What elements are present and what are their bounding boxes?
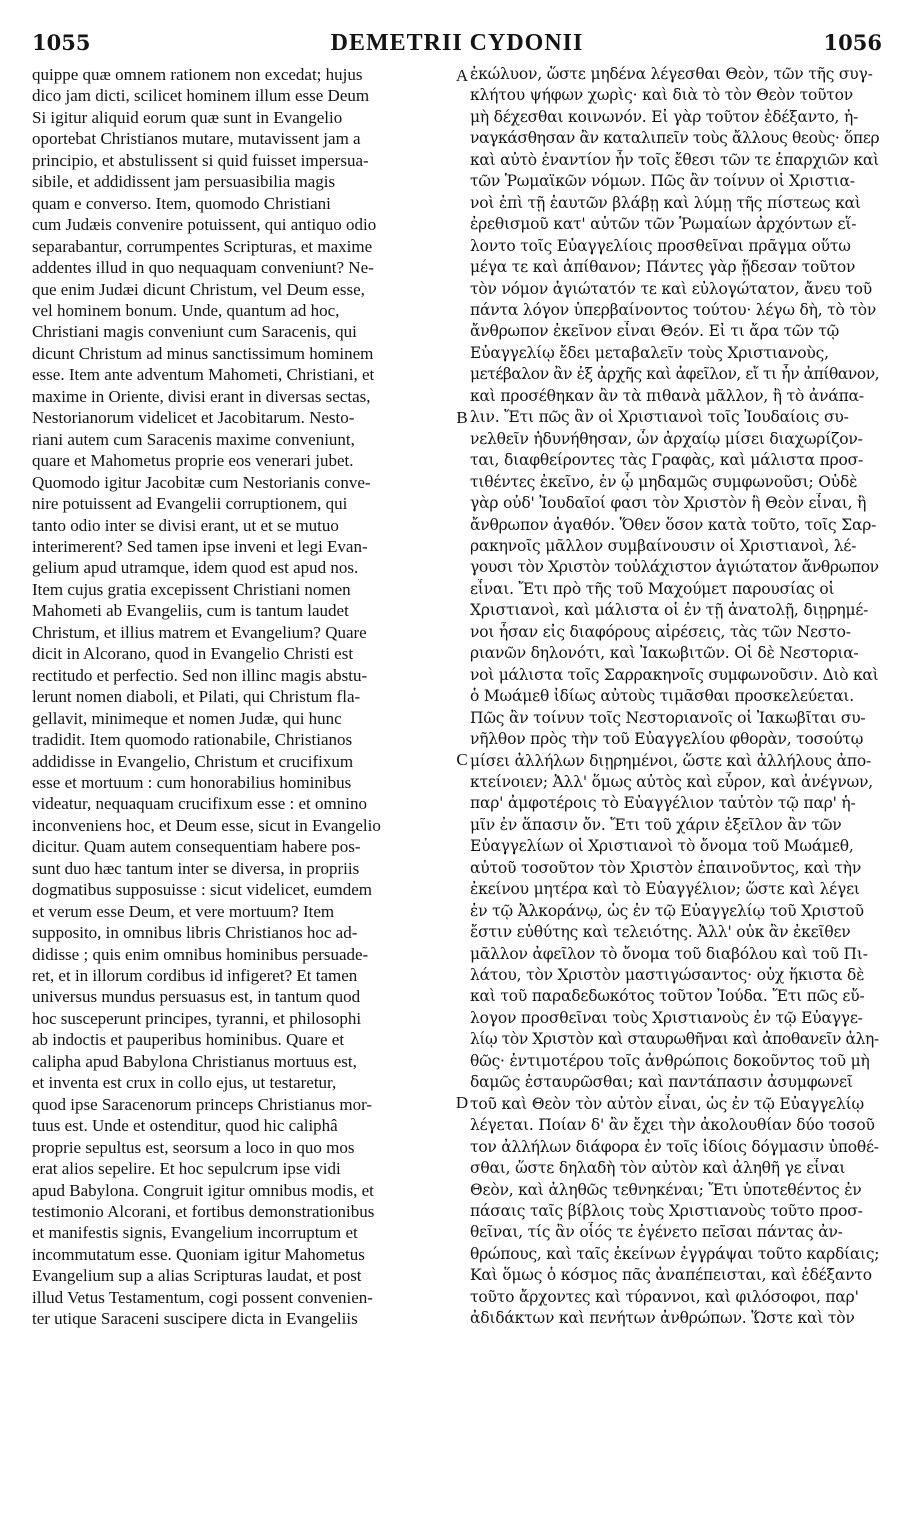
latin-text-line: dicitur. Quam autem consequentiam habere pos- xyxy=(32,837,361,857)
latin-text-line: interimerent? Sed tamen ipse inveni et legi Evan- xyxy=(32,536,368,556)
greek-text-line: Εὐαγγελίῳ ἔδει μεταβαλεῖν τοὺς Χριστιανοὺς, xyxy=(470,343,829,362)
greek-text-line: εἶναι. Ἔτι πρὸ τῆς τοῦ Μαχούμετ παρουσίας οἱ xyxy=(470,579,835,598)
greek-text-line: ἐκώλυον, ὥστε μηδένα λέγεσθαι Θεὸν, τῶν τῆς συγ- xyxy=(470,65,873,83)
running-title: DEMETRII CYDONII xyxy=(330,30,584,56)
latin-text-line: et inventa est crux in collo ejus, ut testaretur, xyxy=(32,1073,337,1093)
greek-text-line: τοῦ καὶ Θεὸν τὸν αὐτὸν εἶναι, ὡς ἐν τῷ Εὐαγγελίῳ xyxy=(470,1094,864,1113)
greek-text-line: μᾶλλον ἀφεῖλον τὸ ὄνομα τοῦ διαβόλου καὶ τοῦ Πι- xyxy=(470,944,868,963)
section-marker-d: D xyxy=(455,1093,469,1112)
greek-text-line: δαμῶς ἐσταυρῶσθαι; καὶ παντάπασιν ἀσυμφωνεῖ xyxy=(470,1073,853,1092)
latin-text-line: quippe quæ omnem rationem non excedat; hujus xyxy=(32,65,363,84)
greek-text-line: νῆλθον πρὸς τὴν τοῦ Εὐαγγελίου φθορὰν, τοσούτῳ xyxy=(470,730,864,749)
greek-text-line: κτείνοιεν; Ἀλλ' ὅμως αὐτὸς καὶ εὗρον, καὶ ἀνέγνων, xyxy=(470,772,873,791)
greek-text-line: ται, διαφθείροντες τὰς Γραφὰς, καὶ μάλιστα προσ- xyxy=(470,451,864,470)
greek-text-line: καὶ προσέθηκαν ἂν τὰ πιθανὰ μᾶλλον, ἢ τὸ ἀνάπα- xyxy=(470,386,864,405)
latin-text-line: lerunt nomen diaboli, et Pilati, qui Christum fla- xyxy=(32,687,361,707)
latin-text-line: vel hominem bonum. Unde, quantum ad hoc, xyxy=(32,300,340,320)
latin-text-line: sunt duo hæc tantum inter se diversa, in propriis xyxy=(32,858,360,878)
greek-text-line: θεῖναι, τίς ἂν οἷός τε ἐγένετο πεῖσαι πάντας ἀν- xyxy=(470,1223,843,1242)
greek-text-line: λέγεται. Ποίαν δ' ἂν ἔχει τὴν ἀκολουθίαν δύο τοσοῦ xyxy=(470,1116,875,1135)
latin-text-line: gellavit, minimeque et nomen Judæ, qui hunc xyxy=(32,708,342,728)
latin-text-line: nire potuissent ad Evangelii corruptionem, qui xyxy=(32,494,348,514)
latin-text-line: videatur, nequaquam crucifixum esse : et omnino xyxy=(32,794,367,814)
latin-text-line: Christum, et illius matrem et Evangelium? Quare xyxy=(32,622,367,642)
greek-text-line: τῶν Ῥωμαϊκῶν νόμων. Πῶς ἂν τοίνυν οἱ Χριστια- xyxy=(470,172,855,191)
section-marker-b: B xyxy=(456,408,468,427)
latin-text-line: addidisse in Evangelio, Christum et crucifixum xyxy=(32,751,354,771)
latin-text-line: Item cujus gratia excepissent Christiani nomen xyxy=(32,579,351,599)
latin-text-line: apud Babylona. Congruit igitur omnibus modis, et xyxy=(32,1180,374,1200)
latin-text-line: Nestorianorum videlicet et Jacobitarum. Nesto- xyxy=(32,408,355,428)
greek-text-line: νοι ἦσαν εἰς διαφόρους αἱρέσεις, τὰς τῶν Νεστο- xyxy=(470,622,851,641)
greek-text-line: ἐν τῷ Ἀλκοράνῳ, ὡς ἐν τῷ Εὐαγγελίῳ τοῦ Χριστοῦ xyxy=(470,901,864,920)
latin-text-line: ter utique Saraceni suscipere dicta in Evangeliis xyxy=(32,1309,358,1329)
latin-text-line: tuus est. Unde et ostenditur, quod hic caliphâ xyxy=(32,1116,338,1136)
latin-text-line: tradidit. Item quomodo rationabile, Christianos xyxy=(32,730,353,750)
latin-text-line: ret, et in illorum cordibus id infigeret? Et tamen xyxy=(32,966,358,986)
greek-text-line: ἄνθρωπον ἐκεῖνον εἶναι Θεόν. Εἰ τι ἄρα τῶν τῷ xyxy=(470,322,840,341)
greek-text-line: μετέβαλον ἂν ἐξ ἀρχῆς καὶ ἀφεῖλον, εἴ τι ἦν ἀπίθανον, xyxy=(470,365,880,384)
greek-text-line: θῶς· ἐντιμοτέρου τοῖς ἀνθρώποις δοκοῦντος τοῦ μὴ xyxy=(470,1051,870,1070)
latin-text-line: erat alios sepelire. Et hoc sepulcrum ipse vidi xyxy=(32,1159,341,1179)
greek-text-line: καὶ τοῦ παραδεδωκότος τοῦτον Ἰούδα. Ἔτι πῶς εὔ- xyxy=(470,987,865,1006)
greek-text-line: θρώπους, καὶ ταῖς ἐκείνων ἐγγράψαι τοῦτο καρδίαις; xyxy=(470,1244,880,1263)
greek-text-line: ρακηνοῖς μᾶλλον συμβαίνουσιν οἱ Χριστιανοὶ, λέ- xyxy=(470,536,857,555)
latin-text-line: ab indoctis et pauperibus hominibus. Quare et xyxy=(32,1030,345,1050)
greek-text-line: αὐτοῦ τοσοῦτον τὸν Χριστὸν ἐπαινοῦντος, καὶ τὴν xyxy=(470,858,862,877)
greek-text-line: μίσει ἀλλήλων διῃρημένοι, ὥστε καὶ ἀλλήλους ἀπο- xyxy=(470,751,871,770)
latin-text-line: quod ipse Saracenorum princeps Christianus mor- xyxy=(32,1094,373,1114)
latin-text-line: riani autem cum Saracenis maxime conveniunt, xyxy=(32,429,355,449)
latin-text-line: principio, et abstulissent si quid fuisset impersua- xyxy=(32,150,369,170)
latin-text-line: et verum esse Deum, et vere mortuum? Item xyxy=(32,901,335,921)
greek-text-line: νοὶ μάλιστα τοῖς Σαρρακηνοῖς συμφωνοῦσιν. Διὸ καὶ xyxy=(470,665,879,684)
greek-text-line: ἀδιδάκτων καὶ πενήτων ἀνθρώπων. Ὥστε καὶ τὸν xyxy=(470,1309,855,1328)
greek-text-line: γὰρ οὐδ' Ἰουδαῖοί φασι τὸν Χριστὸν ἢ Θεὸν εἶναι, ἢ xyxy=(470,494,867,513)
page-header xyxy=(32,28,882,64)
greek-text-line: μέγα τε καὶ ἀπίθανον; Πάντες γὰρ ᾔδεσαν τοῦτον xyxy=(470,258,856,277)
latin-text-line: Quomodo igitur Jacobitæ cum Nestorianis conve- xyxy=(32,472,371,492)
page-number-right: 1056 xyxy=(823,30,882,55)
greek-text-line: μῖν ἐν ἅπασιν ὄν. Ἔτι τοῦ χάριν ἐξεῖλον ἂν τῶν xyxy=(470,815,842,834)
greek-text-line: λίῳ τὸν Χριστὸν καὶ σταυρωθῆναι καὶ ἀποθανεῖν ἀλη- xyxy=(470,1030,879,1049)
latin-text-line: oportebat Christianos mutare, mutavissent jam a xyxy=(32,129,361,149)
greek-text-line: νελθεῖν ἠδυνήθησαν, ὧν ἀρχαίῳ μίσει διαχωρίζον- xyxy=(470,429,863,448)
greek-text-line: Πῶς ἂν τοίνυν τοῖς Νεστοριανοῖς οἱ Ἰακωβῖται συ- xyxy=(470,708,866,727)
greek-text-line: κλήτου ψήφων χωρὶς· καὶ διὰ τὸ τὸν Θεὸν τοῦτον xyxy=(470,86,854,105)
latin-text-line: Mahometi ab Evangeliis, cum is tantum laudet xyxy=(32,601,349,621)
greek-text-line: ἐρεθισμοῦ κατ' αὐτῶν τῶν Ῥωμαίων ἀρχόντων εἵ- xyxy=(470,215,857,234)
latin-text-line: illud Vetus Testamentum, cogi possent convenien- xyxy=(32,1287,373,1307)
latin-column xyxy=(32,64,452,1524)
latin-text-line: testimonio Alcorani, et fortibus demonstrationibus xyxy=(32,1202,375,1222)
latin-text-line: supposito, in omnibus libris Christianos hoc ad- xyxy=(32,923,358,943)
latin-text-line: dico jam dicti, scilicet hominem illum esse Deum xyxy=(32,86,370,106)
latin-text-line: et manifestis signis, Evangelium incorruptum et xyxy=(32,1223,358,1243)
latin-text-line: universus mundus persuasus est, in tantum quod xyxy=(32,987,361,1007)
greek-text-line: ἔστιν εὐθύτης καὶ τελειότης. Ἀλλ' οὐκ ἂν ἐκεῖθεν xyxy=(470,923,851,942)
greek-text-line: γουσι τὸν Χριστὸν τοὐλάχιστον ἁγιώτατον ἄνθρωπον xyxy=(470,558,879,577)
greek-text-line: πάντα λόγον ὑπερβαίνοντος τούτου· λέγω δὴ, τὸ τὸν xyxy=(470,300,877,319)
latin-text-line: proprie sepultus est, seorsum a loco in quo mos xyxy=(32,1137,355,1157)
greek-text-line: Καὶ ὅμως ὁ κόσμος πᾶς ἀναπέπεισται, καὶ ἐδέξαντο xyxy=(470,1266,872,1285)
greek-text-line: ἐκείνου μητέρα καὶ τὸ Εὐαγγέλιον; ὥστε καὶ λέγει xyxy=(470,880,860,899)
section-marker-a: A xyxy=(455,66,469,85)
greek-text-line: τον ἀλλήλων διάφορα ἐν τοῖς ἰδίοις δόγμασιν ὑποθέ- xyxy=(470,1137,879,1156)
latin-text-line: calipha apud Babylona Christianus mortuus est, xyxy=(32,1051,357,1071)
greek-text-line: Εὐαγγελίων οἱ Χριστιανοὶ τὸ ὄνομα τοῦ Μωάμεθ, xyxy=(470,837,854,856)
latin-text-line: didisse ; quis enim omnibus hominibus persuade- xyxy=(32,944,369,964)
greek-text-line: Χριστιανοὶ, καὶ μάλιστα οἱ ἐν τῇ ἀνατολῇ, διῃρημέ- xyxy=(470,601,869,620)
greek-text-line: λογον προσθεῖναι τοὺς Χριστιανοὺς ἐν τῷ Εὐαγγε- xyxy=(470,1008,863,1027)
latin-text-line: esse et mortuum : cum honorabilius hominibus xyxy=(32,772,352,792)
latin-text-line: hoc susceperunt principes, tyranni, et philosophi xyxy=(32,1008,362,1028)
greek-text-line: σθαι, ὥστε δηλαδὴ τὸν αὐτὸν καὶ ἀληθῆ γε εἶναι xyxy=(470,1159,846,1178)
latin-text-line: que enim Judæi dicunt Christum, vel Deum esse, xyxy=(32,279,365,299)
greek-text-line: πάσαις ταῖς βίβλοις τοὺς Χριστιανοὺς τοῦτο προσ- xyxy=(470,1202,863,1221)
greek-text-line: τιθέντες ἐκεῖνο, ἐν ᾧ μηδαμῶς συμφωνοῦσι; Οὐδὲ xyxy=(470,472,858,491)
greek-text-line: ἄνθρωπον ἀγαθόν. Ὅθεν ὅσον κατὰ τοῦτο, τοῖς Σαρ- xyxy=(470,515,877,534)
latin-text-line: addentes illud in quo nequaquam conveniunt? Ne- xyxy=(32,258,374,278)
section-marker-c: C xyxy=(456,750,468,769)
latin-text-line: Christiani magis conveniunt cum Saracenis, qui xyxy=(32,322,357,342)
latin-text-line: separabantur, corrumpentes Scripturas, et maxime xyxy=(32,236,373,256)
greek-text-line: παρ' ἀμφοτέροις τὸ Εὐαγγέλιον ταὐτὸν τῷ παρ' ἡ- xyxy=(470,794,856,813)
greek-text-line: ὁ Μωάμεθ ἰδίως αὐτοὺς τιμᾶσθαι προσκελεύεται. xyxy=(470,687,855,706)
greek-text-line: ναγκάσθησαν ἂν καταλιπεῖν τοὺς ἄλλους θεοὺς· ὅπερ xyxy=(470,129,880,148)
greek-text-line: λοντο τοῖς Εὐαγγελίοις προσθεῖναι πρᾶγμα οὕτω xyxy=(470,236,851,255)
greek-text-line: Θεὸν, καὶ ἀληθῶς τεθνηκέναι; Ἔτι ὑποτεθέντος ἐν xyxy=(470,1180,862,1199)
greek-text-line: τὸν νόμον ἁγιώτατόν τε καὶ εὐλογώτατον, ἄνευ τοῦ xyxy=(470,279,872,298)
greek-text-line: νοὶ ἐπὶ τῇ ἑαυτῶν βλάβῃ καὶ λύμῃ τῆς πίστεως καὶ xyxy=(470,193,861,212)
greek-text-line: λάτου, τὸν Χριστὸν μαστιγώσαντος· οὐχ ἥκιστα δὲ xyxy=(470,966,865,985)
latin-text-line: quare et Mahometus proprie eos venerari jubet. xyxy=(32,451,354,471)
greek-text-line: καὶ αὐτὸ ἐναντίον ἦν τοῖς ἔθεσι τῶν τε ἐπαρχιῶν καὶ xyxy=(470,150,879,169)
latin-text-line: cum Judæis convenire potuissent, qui antiquo odio xyxy=(32,215,377,235)
latin-text-line: rectitudo et perfectio. Sed non illinc magis abstu- xyxy=(32,665,368,685)
latin-text-line: incommutatum esse. Quoniam igitur Mahometus xyxy=(32,1244,365,1264)
greek-text-line: μὴ δέχεσθαι κοινωνόν. Εἰ γὰρ τοῦτον ἐδέξαντο, ἠ- xyxy=(470,107,859,126)
latin-text-line: inconveniens hoc, et Deum esse, sicut in Evangelio xyxy=(32,815,381,835)
greek-text-line: τοῦτο ἄρχοντες καὶ τύραννοι, καὶ φιλόσοφοι, παρ' xyxy=(470,1287,859,1306)
latin-text-line: dogmatibus supposuisse : sicut videlicet, eumdem xyxy=(32,880,372,900)
latin-text-line: gelium apud utramque, idem quod est apud nos. xyxy=(32,558,359,578)
latin-text-line: sibile, et addidissent jam persuasibilia magis xyxy=(32,172,336,192)
latin-text-line: quam e converso. Item, quomodo Christiani xyxy=(32,193,331,213)
latin-text-line: dicunt Christum ad minus sanctissimum hominem xyxy=(32,343,374,363)
latin-text-line: Evangelium sup a alias Scripturas laudat, et post xyxy=(32,1266,362,1286)
latin-text-line: Si igitur aliquid eorum quæ sunt in Evangelio xyxy=(32,107,343,127)
latin-text-line: dicit in Alcorano, quod in Evangelio Christi est xyxy=(32,644,354,664)
latin-text-line: tanto odio inter se divisi erant, ut et se mutuo xyxy=(32,515,339,535)
latin-text-line: maxime in Oriente, divisi erant in diversas sectas, xyxy=(32,386,371,406)
greek-column xyxy=(470,64,880,1524)
page-number-left: 1055 xyxy=(32,30,91,55)
greek-text-line: ριανῶν δηλονότι, καὶ Ἰακωβιτῶν. Οἱ δὲ Νεστορια- xyxy=(470,644,859,663)
greek-text-line: λιν. Ἔτι πῶς ἂν οἱ Χριστιανοὶ τοῖς Ἰουδαίοις συ- xyxy=(470,408,849,427)
latin-text-line: esse. Item ante adventum Mahometi, Christiani, et xyxy=(32,365,375,385)
